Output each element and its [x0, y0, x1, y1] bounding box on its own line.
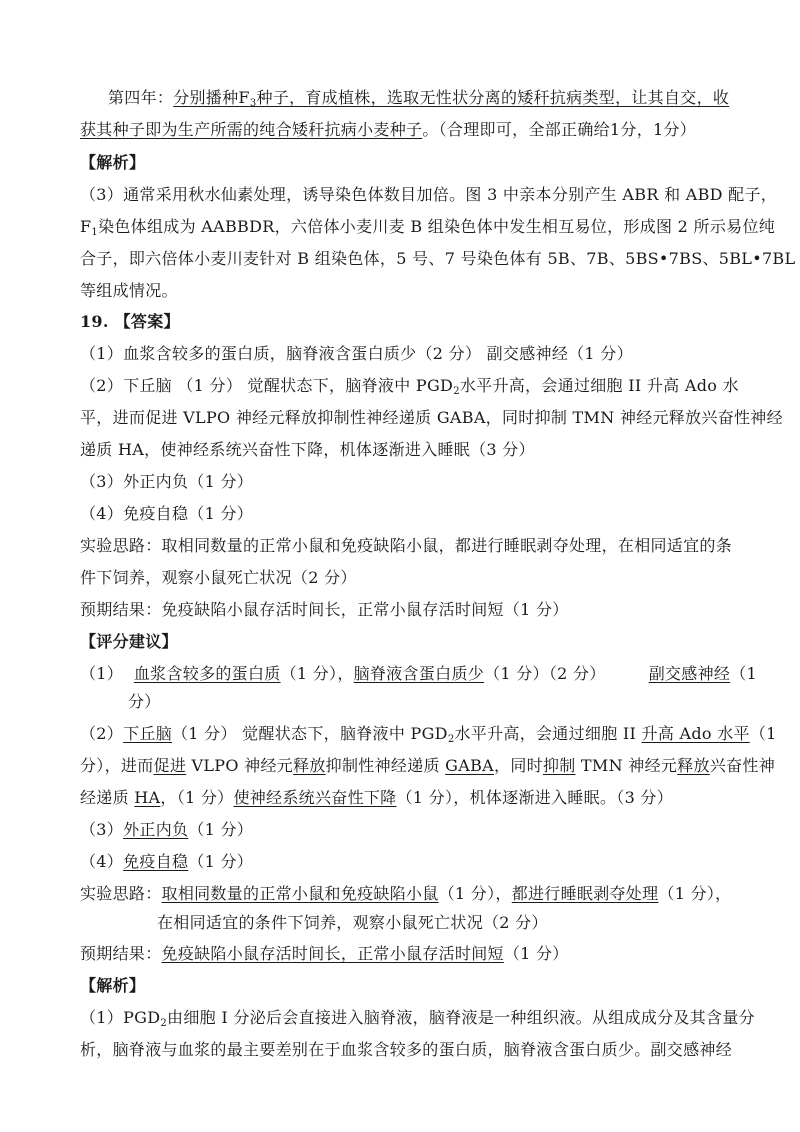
q19-answer-2-line-3: 递质 HA，使神经系统兴奋性下降，机体逐渐进入睡眠（3 分） — [80, 440, 535, 459]
analysis2-line-1: $(1)PGD_2$由细胞 I 分泌后会直接进入脑脊液，脑脊液是一种组织液。从组成成分及其含量分 — [80, 1008, 755, 1029]
grading-experiment-line-1: 实验思路：取相同数量的正常小鼠和免疫缺陷小鼠（1 分），都进行睡眠剥夺处理（1 分）， — [80, 884, 732, 903]
grading-1-underlined-1: 血浆含较多的蛋白质 — [133, 664, 281, 683]
grading-2-underlined-2: 升高 Ado 水平 — [641, 724, 750, 743]
grading-experiment-line-2: 在相同适宜的条件下饲养，观察小鼠死亡状况（2 分） — [157, 913, 548, 932]
grading-1-underlined-2: 脑脊液含蛋白质少 — [353, 664, 485, 683]
grading-prediction: 预期结果：免疫缺陷小鼠存活时间长，正常小鼠存活时间短（1 分） — [80, 944, 569, 963]
year4-label: 第四年： — [108, 88, 174, 107]
grading-1-line-1: （1） 血浆含较多的蛋白质（1 分），脑脊液含蛋白质少（1 分）（2 分） 副交感神经（1 — [80, 664, 757, 683]
q19-answer-1: （1）血浆含较多的蛋白质，脑脊液含蛋白质少（2 分） 副交感神经（1 分） — [80, 344, 633, 363]
analysis2-line-2: 析，脑脊液与血浆的最主要差别在于血浆含较多的蛋白质，脑脊液含蛋白质少。副交感神经 — [80, 1040, 733, 1059]
analysis1-line-3: 合子，即六倍体小麦川麦针对 B 组染色体，5 号、7 号染色体有 5B、7B、5BS•7BS、5BL•7BL — [80, 249, 796, 268]
grading-2-line-3: 经递质 HA，（1 分）使神经系统兴奋性下降（1 分），机体逐渐进入睡眠。（3 分） — [80, 788, 674, 807]
grading-3: （3）外正内负（1 分） — [80, 820, 254, 839]
analysis1-line-1: （3）通常采用秋水仙素处理，诱导染色体数目加倍。图 3 中亲本分别产生 ABR 和 ABD 配子， — [80, 185, 778, 204]
grading-2-line-2: 分），进而促进 VLPO 神经元释放抑制性神经递质 GABA，同时抑制 TMN 神经元释放兴奋性神 — [80, 756, 775, 775]
q19-answer-3: （3）外正内负（1 分） — [80, 472, 254, 491]
analysis-heading-2: 【解析】 — [80, 976, 146, 995]
q19-answer-2-line-2: 平，进而促进 VLPO 神经元释放抑制性神经递质 GABA，同时抑制 TMN 神经元释放兴奋性神经 — [80, 408, 783, 427]
q19-experiment-line-2: 件下饲养，观察小鼠死亡状况（2 分） — [80, 568, 357, 587]
grading-2-line-1: （2）下丘脑（1 分） 觉醒状态下，脑脊液中 $PGD_2$水平升高，会通过细胞 II 升高 Ado 水平（1 — [80, 724, 777, 745]
q19-prediction: 预期结果：免疫缺陷小鼠存活时间长，正常小鼠存活时间短（1 分） — [80, 600, 569, 619]
year4-underlined-1: 分别播种$F_3$种子，育成植株，选取无性状分离的矮秆抗病类型，让其自交，收 — [173, 88, 730, 109]
analysis1-line-2: $F_1$染色体组成为 AABBDR，六倍体小麦川麦 B 组染色体中发生相互易位，形成图 2 所示易位纯 — [80, 217, 776, 238]
analysis-heading-1: 【解析】 — [80, 153, 146, 172]
year4-note: 。（合理即可，全部正确给1分，1分） — [422, 120, 697, 139]
analysis1-line-4: 等组成情况。 — [80, 281, 178, 300]
grading-heading: 【评分建议】 — [80, 632, 178, 651]
grading-1-line-2: 分） — [128, 692, 161, 711]
year4-line-1 — [108, 87, 729, 115]
year4-underlined-2: 获其种子即为生产所需的纯合矮秆抗病小麦种子 — [80, 120, 423, 139]
grading-2-underlined-1: 下丘脑 — [123, 724, 172, 743]
q19-heading: 19. 【答案】 — [80, 312, 180, 331]
q19-answer-4: （4）免疫自稳（1 分） — [80, 504, 254, 523]
q19-experiment-line-1: 实验思路：取相同数量的正常小鼠和免疫缺陷小鼠，都进行睡眠剥夺处理，在相同适宜的条 — [80, 536, 733, 555]
grading-1-underlined-3: 副交感神经 — [648, 664, 731, 683]
grading-4: （4）免疫自稳（1 分） — [80, 852, 254, 871]
q19-answer-2-line-1: （2）下丘脑 （1 分） 觉醒状态下，脑脊液中 $PGD_2$水平升高，会通过细胞 II 升高 Ado 水 — [80, 376, 739, 397]
year4-line-2 — [80, 119, 696, 141]
